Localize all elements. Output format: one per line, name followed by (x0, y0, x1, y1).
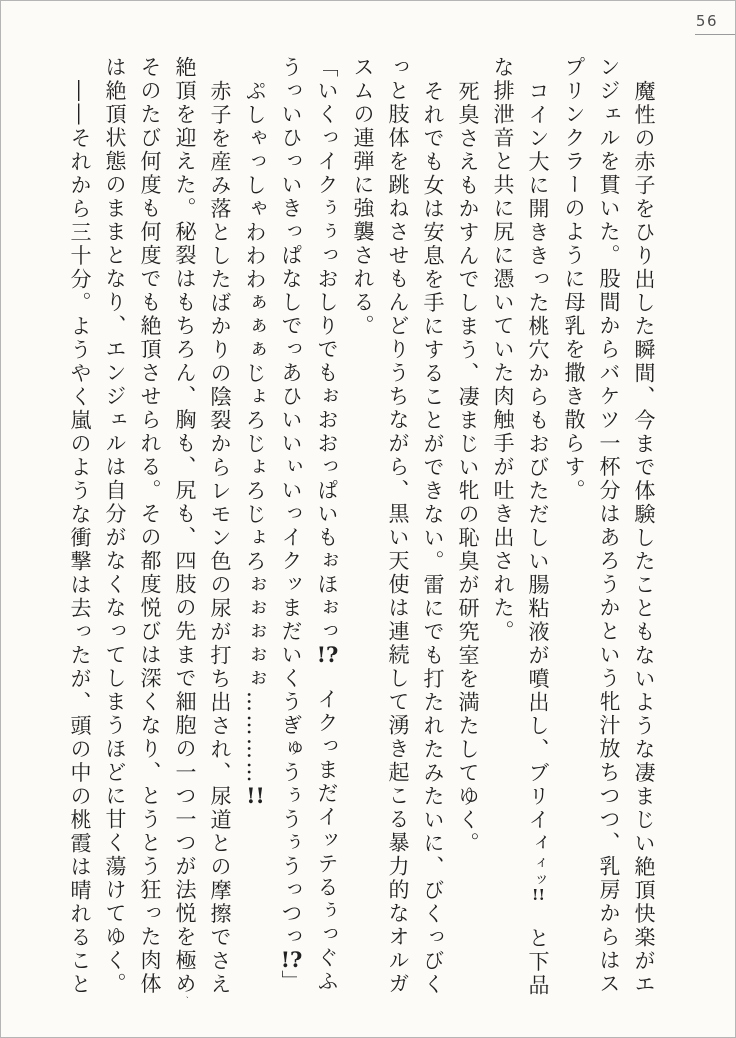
paragraph-3: 死臭さえもかすんでしまう、凄まじい牝の恥臭が研究室を満たしてゆく。 (456, 79, 480, 855)
interrobang-mark-2: !? (280, 949, 303, 970)
text-block (61, 56, 661, 1006)
paragraph-4: それでも女は安息を手にすることができない。雷にでも打たれたみたいに、びくっびくっと肢体を跳ねさせもんどりうちながら、黒い天使は連続して湧き起こる暴力的なオルガスムの連弾に強襲される。 (351, 56, 445, 996)
paragraph-7 (97, 56, 237, 1006)
sfx-text: ぷしゃっしゃわわわぁぁぁじょろじょろじょろぉぉぉぉぉ………… (243, 79, 267, 785)
paragraph-8: ――それから三十分。ようやく嵐のような衝撃は去ったが、頭の中の桃霞は晴れること (68, 79, 92, 996)
double-exclamation-mark: !! (532, 888, 545, 904)
double-exclamation-mark-2: !! (246, 784, 265, 806)
paragraph-7-text-b: そのたび何度も何度でも絶頂させられる。その都度悦びは深くなり、とうとう狂った肉体は絶頂状態のままとなり、エンジェルは自分がなくなってしまうほどに甘く蕩けてゆく。 (103, 56, 162, 996)
paragraph-5-dialogue (273, 56, 345, 1006)
page-number: 56 (695, 12, 718, 30)
paragraph-2 (485, 56, 556, 1006)
dialogue-part-1: 「いくっイクぅぅっおしりでもぉおおっぱいもぉほぉっ (315, 56, 339, 644)
interrobang-mark-1: !? (316, 643, 339, 665)
paragraph-1: 魔性の赤子をひり出した瞬間、今まで体験したこともないような凄まじい絶頂快楽がエンジェルを貫いた。股間からバケツ一杯分はあろうかという牝汁放ちつつ、乳房からはスプリンクラーのように母乳を撒き散らす。 (562, 56, 656, 996)
paragraph-7-text-a: 赤子を産み落としたばかりの陰裂からレモン色の尿が打ち出され、尿道との摩擦でさえ絶頂を迎えた。秘裂はもちろん、胸も、尻も、四肢の先まで細胞の一つ一つが法悦を極め (173, 56, 232, 996)
page-number-rule (695, 34, 735, 35)
paragraph-2-text: コイン大に開ききった桃穴からもおびただしい腸粘液が噴出し、ブリイィ (526, 79, 550, 855)
sfx-shrinking-text (530, 855, 547, 903)
paragraph-2-rest: と下品な排泄音と共に尻に憑いていた肉触手が吐き出された。 (491, 56, 550, 998)
paragraph-6-sfx (237, 56, 273, 1006)
dialogue-part-2: イクっまだイッテるぅっぐふうっいひっいきっぱなしでっあひいいぃいっイクッまだいくうぎゅうぅうぅうっつっ (279, 56, 339, 994)
sfx-small-kana: ィッ (530, 855, 547, 889)
dialogue-close-quote: 」 (279, 970, 303, 994)
hanging-comma: 、 (181, 996, 189, 1003)
